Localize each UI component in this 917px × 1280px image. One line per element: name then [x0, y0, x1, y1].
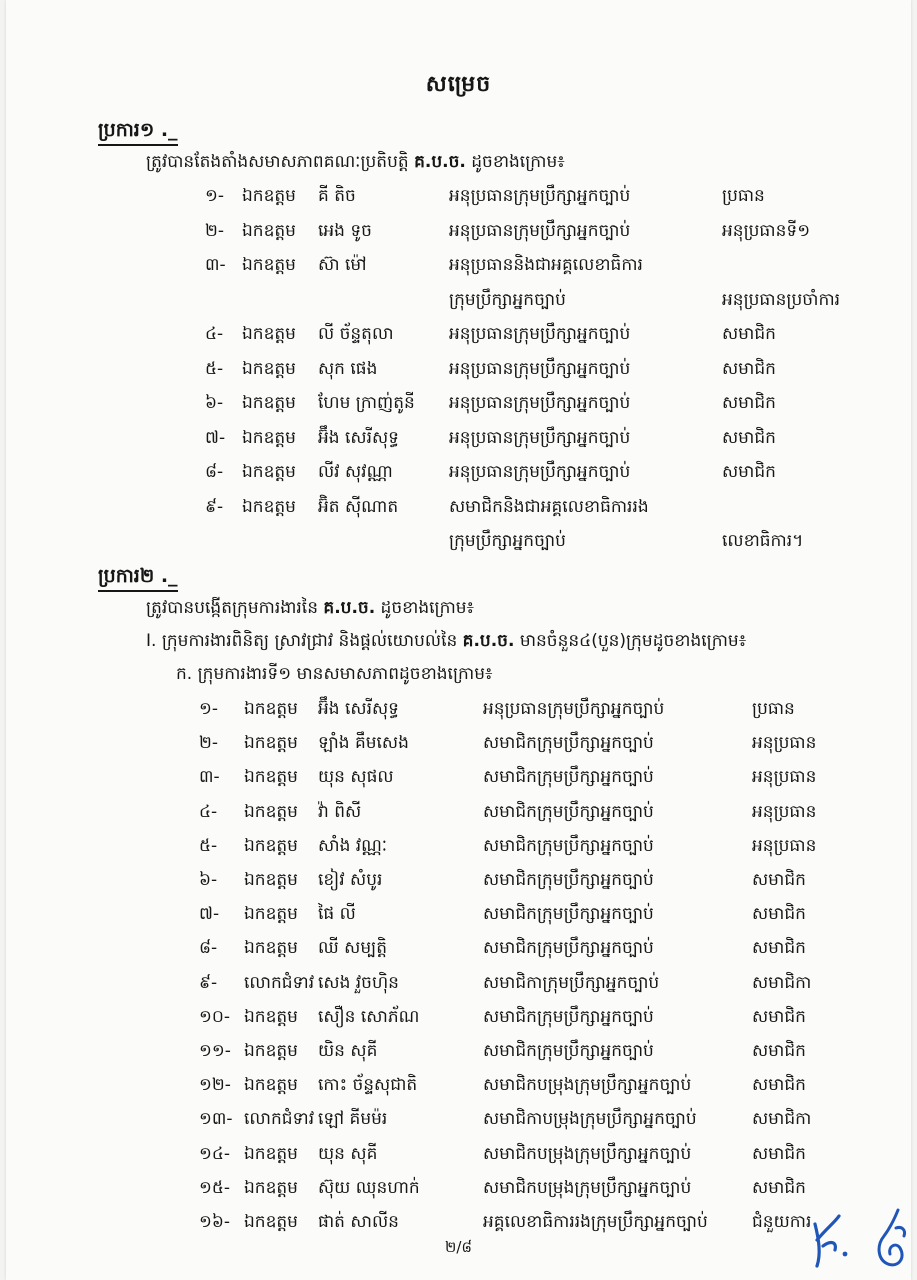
member-role: អនុប្រធាន — [752, 801, 817, 822]
member-number: ១៤- — [199, 1143, 231, 1164]
member-position: សមាជិកនិងជាអគ្គលេខាធិការរង — [449, 496, 649, 517]
member-name: ឡៅ គីមម៉រ — [318, 1109, 388, 1130]
member-name: ផៃ លី — [318, 904, 356, 925]
member-title: ឯកឧត្តម — [242, 220, 296, 241]
member-number: ១៣- — [199, 1109, 233, 1130]
member-number: ២- — [199, 733, 219, 754]
org-abbreviation: គ.ប.ច. — [414, 152, 466, 172]
signature-initial-1 — [805, 1210, 855, 1272]
member-position: សមាជិកក្រុមប្រឹក្សាអ្នកច្បាប់ — [483, 938, 654, 959]
member-title: ឯកឧត្តម — [242, 255, 296, 275]
member-name: ឡាំង គឹមសេង — [318, 733, 409, 754]
member-title: ឯកឧត្តម — [242, 496, 296, 517]
member-role: សមាជិក — [752, 1143, 806, 1164]
member-position: អនុប្រធានក្រុមប្រឹក្សាអ្នកច្បាប់ — [449, 427, 631, 448]
member-role: អនុប្រធានទី១ — [722, 220, 811, 241]
member-role: លេខាធិការ។ — [722, 531, 804, 551]
member-name: សេង វួចហ៊ិន — [318, 972, 399, 993]
member-title: ឯកឧត្តម — [244, 870, 298, 890]
org-abbreviation: គ.ប.ច. — [462, 631, 515, 651]
member-title: ឯកឧត្តម — [242, 324, 296, 344]
member-number: ៨- — [199, 938, 218, 959]
member-title: ឯកឧត្តម — [244, 904, 298, 925]
member-position: សមាជិកក្រុមប្រឹក្សាអ្នកច្បាប់ — [483, 1041, 654, 1061]
member-title: ឯកឧត្តម — [244, 835, 298, 856]
member-position: សមាជិកក្រុមប្រឹក្សាអ្នកច្បាប់ — [483, 767, 654, 788]
member-role: សមាជិក — [722, 358, 776, 379]
member-position: អនុប្រធានក្រុមប្រឹក្សាអ្នកច្បាប់ — [449, 220, 631, 241]
member-title: ឯកឧត្តម — [242, 427, 296, 448]
member-position: សមាជិកបម្រុងក្រុមប្រឹក្សាអ្នកច្បាប់ — [483, 1075, 692, 1096]
article-2-intro — [146, 596, 474, 620]
member-position: អនុប្រធានក្រុមប្រឹក្សាអ្នកច្បាប់ — [449, 462, 631, 482]
section-1-heading — [146, 629, 746, 653]
member-name: អ៊ឹង សេរីសុទ្ធ — [318, 427, 399, 448]
member-position: សមាជិកក្រុមប្រឹក្សាអ្នកច្បាប់ — [483, 835, 654, 856]
page-number: ២/៨ — [444, 1238, 473, 1256]
member-name: សាំង វណ្ណៈ — [318, 835, 388, 856]
article-1-intro — [146, 150, 565, 174]
member-position: អនុប្រធានក្រុមប្រឹក្សាអ្នកច្បាប់ — [449, 358, 631, 379]
member-name: សុក ផេង — [318, 358, 378, 379]
member-name: ផាត់ សាលីន — [318, 1212, 399, 1232]
member-role: សមាជិក — [722, 427, 776, 448]
member-number: ១- — [199, 699, 219, 719]
member-name: យុន សុផល — [318, 767, 394, 788]
member-title: ឯកឧត្តម — [244, 938, 298, 959]
member-title: ឯកឧត្តម — [244, 801, 298, 822]
member-role: ប្រធាន — [722, 186, 765, 206]
member-position: សមាជិកាក្រុមប្រឹក្សាអ្នកច្បាប់ — [483, 972, 660, 993]
member-title: ឯកឧត្តម — [244, 733, 298, 754]
member-number: ១៦- — [199, 1212, 231, 1232]
member-position: អនុប្រធានក្រុមប្រឹក្សាអ្នកច្បាប់ — [449, 393, 631, 413]
member-position: ក្រុមប្រឹក្សាអ្នកច្បាប់ — [449, 531, 566, 551]
member-number: ៤- — [199, 801, 218, 822]
article-2-intro-end: ដូចខាងក្រោម៖ — [375, 598, 475, 618]
signature-initial-2 — [868, 1206, 914, 1276]
member-name: លីវ សុវណ្ណា — [318, 462, 393, 482]
member-name: ហែម ក្រាញ់តូនី — [318, 393, 415, 413]
member-role: អនុប្រធាន — [752, 835, 817, 856]
member-position: អនុប្រធានក្រុមប្រឹក្សាអ្នកច្បាប់ — [449, 186, 631, 206]
member-position: សមាជិកក្រុមប្រឹក្សាអ្នកច្បាប់ — [483, 870, 654, 890]
group-1-heading: ក. ក្រុមការងារទី១ មានសមាសភាពដូចខាងក្រោម៖ — [176, 664, 493, 684]
member-title: ឯកឧត្តម — [242, 462, 296, 482]
member-position: សមាជិកបម្រុងក្រុមប្រឹក្សាអ្នកច្បាប់ — [483, 1177, 692, 1198]
member-name: ស៊ា ម៉ៅ — [318, 255, 367, 275]
member-role: សមាជិក — [752, 904, 806, 925]
member-role: សមាជិក — [752, 870, 806, 890]
member-title: ឯកឧត្តម — [244, 699, 298, 719]
member-role: ប្រធាន — [752, 699, 795, 719]
member-title: ឯកឧត្តម — [244, 1041, 298, 1061]
member-number: ១០- — [199, 1006, 231, 1027]
member-name: ឈី សម្បត្តិ — [318, 938, 387, 959]
member-number: ៧- — [199, 904, 220, 925]
member-role: សមាជិក — [722, 462, 776, 482]
member-role: សមាជិកា — [752, 1109, 812, 1130]
member-title: លោកជំទាវ — [244, 1109, 315, 1130]
member-name: វ៉ា ពិសី — [318, 801, 362, 822]
member-role: សមាជិក — [752, 938, 806, 959]
member-position: សមាជិកក្រុមប្រឹក្សាអ្នកច្បាប់ — [483, 1006, 654, 1027]
member-name: ស៊ុយ ឈុនហាក់ — [318, 1177, 420, 1198]
member-role: សមាជិក — [722, 324, 776, 344]
member-position: សមាជិកក្រុមប្រឹក្សាអ្នកច្បាប់ — [483, 733, 654, 754]
article-1-intro-end: ដូចខាងក្រោម៖ — [465, 152, 565, 172]
member-number: ៩- — [205, 496, 224, 517]
member-role: សមាជិក — [752, 1177, 806, 1198]
member-role: អនុប្រធាន — [752, 767, 817, 788]
member-number: ៥- — [199, 835, 218, 856]
member-title: ឯកឧត្តម — [244, 767, 298, 788]
member-title: លោកជំទាវ — [244, 972, 315, 993]
member-number: ៥- — [205, 358, 224, 379]
decision-title: សម្រេច — [425, 72, 492, 97]
member-number: ១២- — [199, 1075, 231, 1096]
member-title: ឯកឧត្តម — [244, 1143, 298, 1164]
member-role: សមាជិកា — [752, 972, 812, 993]
article-1-heading: ប្រការ១ ._ — [98, 117, 178, 146]
section-1-text: I. ក្រុមការងារពិនិត្យ ស្រាវជ្រាវ និងផ្តល់យោបល់នៃ — [146, 631, 463, 651]
member-position: សមាជិកក្រុមប្រឹក្សាអ្នកច្បាប់ — [483, 801, 654, 822]
member-role: សមាជិក — [752, 1075, 806, 1096]
member-name: អ៊ិត ស៊ីណាត — [318, 496, 399, 517]
member-name: អ៊ឹង សេរីសុទ្ធ — [318, 699, 399, 719]
member-role: អនុប្រធាន — [752, 733, 817, 754]
member-role: អនុប្រធានប្រចាំការ — [722, 289, 841, 310]
member-number: ២- — [205, 220, 225, 241]
member-number: ៦- — [199, 870, 218, 890]
member-role: ជំនួយការ — [752, 1212, 812, 1232]
article-1-intro-text: ត្រូវបានតែងតាំងសមាសភាពគណៈប្រតិបត្តិ — [146, 152, 415, 172]
member-number: ៦- — [205, 393, 224, 413]
member-name: លី ច័ន្ទតុលា — [318, 324, 394, 344]
member-position: ក្រុមប្រឹក្សាអ្នកច្បាប់ — [449, 289, 566, 310]
member-position: អនុប្រធាននិងជាអគ្គលេខាធិការ — [449, 255, 643, 275]
member-number: ៩- — [199, 972, 218, 993]
member-title: ឯកឧត្តម — [242, 393, 296, 413]
member-name: ខៀវ សំបូរ — [318, 870, 383, 890]
member-role: សមាជិក — [752, 1041, 806, 1061]
article-2-intro-text: ត្រូវបានបង្កើតក្រុមការងារនៃ — [146, 598, 324, 618]
member-title: ឯកឧត្តម — [244, 1177, 298, 1198]
member-number: ១១- — [199, 1041, 231, 1061]
member-role: សមាជិក — [752, 1006, 806, 1027]
member-position: អនុប្រធានក្រុមប្រឹក្សាអ្នកច្បាប់ — [449, 324, 631, 344]
member-number: ៧- — [205, 427, 226, 448]
member-name: កោះ ច័ន្ទសុជាតិ — [318, 1075, 418, 1096]
member-number: ៣- — [199, 767, 220, 788]
member-name: អេង ទូច — [318, 220, 372, 241]
member-title: ឯកឧត្តម — [244, 1212, 298, 1232]
member-title: ឯកឧត្តម — [242, 358, 296, 379]
member-number: ៤- — [205, 324, 224, 344]
member-position: អនុប្រធានក្រុមប្រឹក្សាអ្នកច្បាប់ — [483, 699, 665, 719]
member-position: អគ្គលេខាធិការរងក្រុមប្រឹក្សាអ្នកច្បាប់ — [483, 1212, 708, 1232]
member-number: ៨- — [205, 462, 224, 482]
member-name: សឿន សោភ័ណ — [318, 1006, 420, 1027]
member-number: ១៥- — [199, 1177, 231, 1198]
member-name: គី តិច — [318, 186, 356, 206]
member-title: ឯកឧត្តម — [242, 186, 296, 206]
member-number: ៣- — [205, 255, 226, 275]
member-title: ឯកឧត្តម — [244, 1075, 298, 1096]
section-1-end: មានចំនួន៤(បួន)ក្រុមដូចខាងក្រោម៖ — [514, 631, 747, 651]
org-abbreviation: គ.ប.ច. — [323, 598, 376, 618]
member-name: យិន សុគី — [318, 1041, 378, 1061]
member-number: ១- — [205, 186, 225, 206]
member-role: សមាជិក — [722, 393, 776, 413]
member-position: សមាជិកាបម្រុងក្រុមប្រឹក្សាអ្នកច្បាប់ — [483, 1109, 697, 1130]
member-name: យុន សុគី — [318, 1143, 378, 1164]
member-position: សមាជិកក្រុមប្រឹក្សាអ្នកច្បាប់ — [483, 904, 654, 925]
article-2-heading: ប្រការ២ ._ — [98, 563, 178, 592]
member-title: ឯកឧត្តម — [244, 1006, 298, 1027]
member-position: សមាជិកបម្រុងក្រុមប្រឹក្សាអ្នកច្បាប់ — [483, 1143, 692, 1164]
